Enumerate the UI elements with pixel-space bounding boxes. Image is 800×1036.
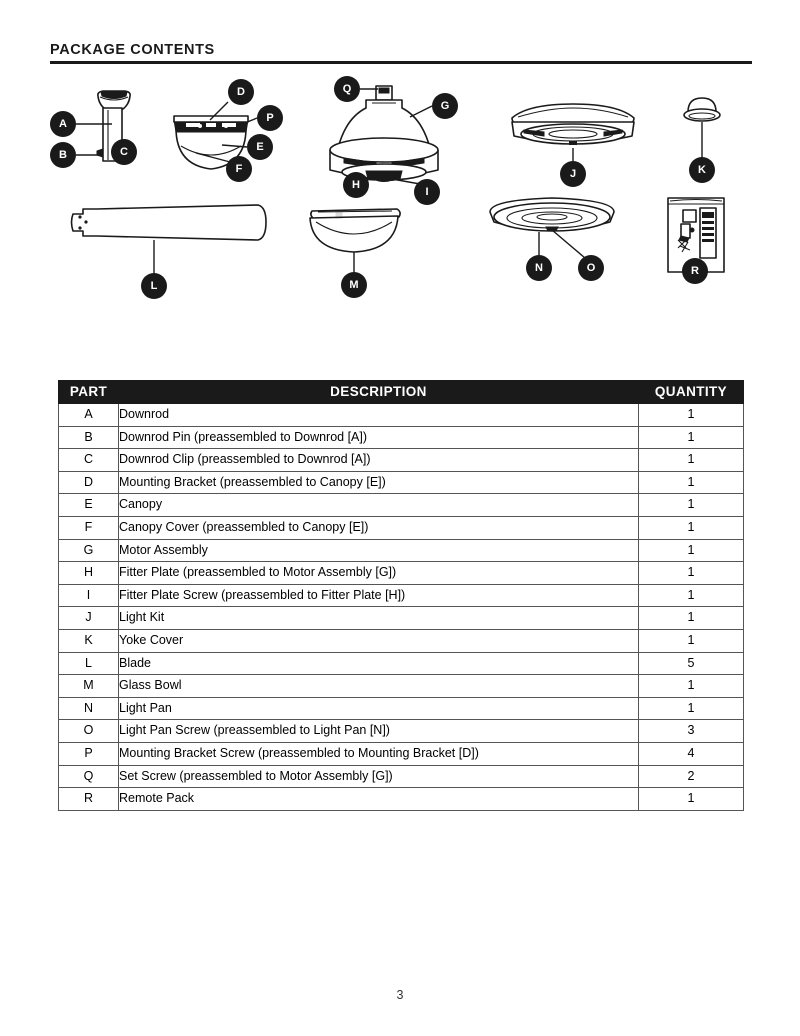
table-row (59, 584, 744, 607)
cell-quantity: 1 (639, 697, 744, 720)
cell-part: R (59, 788, 119, 811)
table-row (59, 404, 744, 427)
cell-part: K (59, 629, 119, 652)
cell-quantity: 1 (639, 494, 744, 517)
cell-quantity: 1 (639, 516, 744, 539)
table-row (59, 675, 744, 698)
cell-quantity: 1 (639, 562, 744, 585)
callout-I (414, 179, 440, 205)
callout-H (343, 172, 369, 198)
callout-L (141, 273, 167, 299)
cell-part: L (59, 652, 119, 675)
cell-description: Fitter Plate (preassembled to Motor Assembly [G]) (119, 562, 639, 585)
callout-M (341, 272, 367, 298)
callout-O (578, 255, 604, 281)
cell-quantity: 1 (639, 584, 744, 607)
callout-label-F: F (235, 163, 243, 175)
part-illustration-yoke-cover (684, 98, 720, 158)
table-row (59, 788, 744, 811)
table-row (59, 562, 744, 585)
callout-label-O: O (586, 262, 596, 274)
cell-description: Mounting Bracket Screw (preassembled to Mounting Bracket [D]) (119, 742, 639, 765)
cell-quantity: 1 (639, 788, 744, 811)
cell-part: D (59, 471, 119, 494)
cell-part: I (59, 584, 119, 607)
cell-description: Downrod Pin (preassembled to Downrod [A]) (119, 426, 639, 449)
table-row (59, 697, 744, 720)
parts-table-container (58, 380, 743, 811)
cell-description: Mounting Bracket (preassembled to Canopy [E]) (119, 471, 639, 494)
cell-description: Blade (119, 652, 639, 675)
cell-part: F (59, 516, 119, 539)
callout-label-A: A (59, 118, 67, 130)
cell-quantity: 1 (639, 675, 744, 698)
part-illustration-light-pan (490, 198, 614, 258)
callout-D (228, 79, 254, 105)
part-illustration-glass-bowl (310, 209, 400, 273)
parts-diagram (0, 70, 800, 310)
page-number: 3 (396, 988, 404, 1002)
callout-Q (334, 76, 360, 102)
cell-quantity: 4 (639, 742, 744, 765)
callout-label-L: L (150, 280, 158, 292)
callout-F (226, 156, 252, 182)
cell-part: Q (59, 765, 119, 788)
callout-label-N: N (535, 262, 543, 274)
cell-part: O (59, 720, 119, 743)
callout-label-I: I (425, 186, 429, 198)
cell-part: M (59, 675, 119, 698)
cell-description: Glass Bowl (119, 675, 639, 698)
part-illustration-blade (72, 205, 267, 274)
callout-label-K: K (698, 164, 706, 176)
cell-description: Downrod (119, 404, 639, 427)
cell-description: Light Pan Screw (preassembled to Light Pan [N]) (119, 720, 639, 743)
callout-label-Q: Q (342, 83, 352, 95)
callout-label-M: M (349, 279, 359, 291)
callout-label-P: P (266, 112, 274, 124)
cell-description: Fitter Plate Screw (preassembled to Fitter Plate [H]) (119, 584, 639, 607)
cell-description: Remote Pack (119, 788, 639, 811)
table-row (59, 494, 744, 517)
cell-quantity: 2 (639, 765, 744, 788)
column-header-description: DESCRIPTION (119, 381, 639, 404)
callout-E (247, 134, 273, 160)
table-row (59, 449, 744, 472)
callout-label-E: E (256, 141, 264, 153)
callout-A (50, 111, 76, 137)
table-row (59, 652, 744, 675)
table-row (59, 765, 744, 788)
cell-description: Light Pan (119, 697, 639, 720)
parts-table-body (59, 404, 744, 811)
cell-quantity: 1 (639, 607, 744, 630)
page-title: PACKAGE CONTENTS (50, 42, 215, 58)
callout-label-D: D (237, 86, 245, 98)
table-row (59, 516, 744, 539)
callout-label-B: B (59, 149, 67, 161)
parts-table (58, 380, 744, 811)
cell-quantity: 1 (639, 629, 744, 652)
column-header-quantity: QUANTITY (639, 381, 744, 404)
cell-quantity: 3 (639, 720, 744, 743)
callout-label-G: G (440, 100, 450, 112)
cell-quantity: 1 (639, 449, 744, 472)
cell-part: C (59, 449, 119, 472)
callout-R (682, 258, 708, 284)
callout-J (560, 161, 586, 187)
table-row (59, 742, 744, 765)
table-row (59, 426, 744, 449)
cell-quantity: 1 (639, 539, 744, 562)
callout-B (50, 142, 76, 168)
callout-label-J: J (569, 168, 577, 180)
cell-description: Yoke Cover (119, 629, 639, 652)
cell-part: P (59, 742, 119, 765)
callout-label-R: R (691, 265, 699, 277)
cell-quantity: 5 (639, 652, 744, 675)
table-row (59, 471, 744, 494)
table-row (59, 607, 744, 630)
cell-part: G (59, 539, 119, 562)
callout-label-C: C (120, 146, 128, 158)
cell-part: N (59, 697, 119, 720)
cell-quantity: 1 (639, 404, 744, 427)
table-row (59, 629, 744, 652)
callout-N (526, 255, 552, 281)
callout-G (432, 93, 458, 119)
cell-quantity: 1 (639, 471, 744, 494)
callout-C (111, 139, 137, 165)
cell-description: Light Kit (119, 607, 639, 630)
cell-part: H (59, 562, 119, 585)
heading-divider (50, 61, 752, 64)
cell-description: Set Screw (preassembled to Motor Assembly [G]) (119, 765, 639, 788)
cell-quantity: 1 (639, 426, 744, 449)
cell-part: E (59, 494, 119, 517)
table-row (59, 539, 744, 562)
cell-description: Downrod Clip (preassembled to Downrod [A]) (119, 449, 639, 472)
callout-label-H: H (352, 179, 360, 191)
cell-description: Motor Assembly (119, 539, 639, 562)
part-illustration-light-kit (512, 104, 634, 162)
cell-description: Canopy Cover (preassembled to Canopy [E]) (119, 516, 639, 539)
callout-K (689, 157, 715, 183)
cell-part: J (59, 607, 119, 630)
cell-part: B (59, 426, 119, 449)
cell-part: A (59, 404, 119, 427)
cell-description: Canopy (119, 494, 639, 517)
table-row (59, 720, 744, 743)
callout-P (257, 105, 283, 131)
column-header-part: PART (59, 381, 119, 404)
table-header-row (59, 381, 744, 404)
